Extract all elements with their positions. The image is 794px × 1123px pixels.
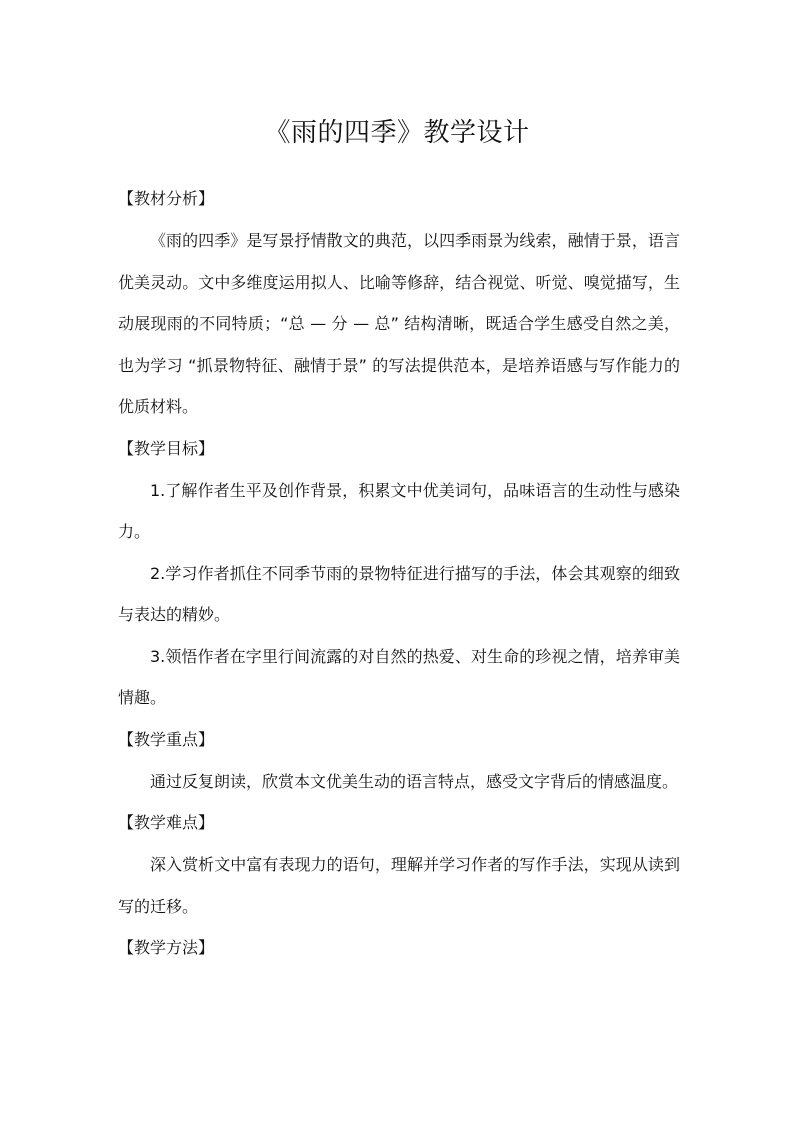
section-heading: 【教学重点】 bbox=[118, 729, 215, 749]
section-heading: 【教学目标】 bbox=[118, 438, 215, 458]
paragraph: 通过反复朗读，欣赏本文优美生动的语言特点，感受文字背后的情感温度。 bbox=[150, 771, 679, 791]
section-difficult-points bbox=[118, 802, 680, 927]
section-textbook-analysis bbox=[118, 178, 680, 428]
paragraph: 《雨的四季》是写景抒情散文的典范，以四季雨景为线索，融情于景，语言优美灵动。文中多维度运用拟人、比喻等修辞，结合视觉、听觉、嗅觉描写，生动展现雨的不同特质；“总 — 分 — 总” 结构清晰，既适合学生感受自然之美，也为学习 “抓景物特征、融情于景” 的写法提供范本，是培养语感与写作能力的优质材料。 bbox=[118, 231, 680, 416]
section-heading: 【教学难点】 bbox=[118, 813, 215, 832]
objective-item: 2.学习作者抓住不同季节雨的景物特征进行描写的手法，体会其观察的细致与表达的精妙。 bbox=[118, 563, 680, 624]
section-teaching-objectives bbox=[118, 428, 680, 719]
section-heading: 【教学方法】 bbox=[118, 938, 215, 957]
section-teaching-methods bbox=[118, 927, 680, 969]
paragraph: 深入赏析文中富有表现力的语句，理解并学习作者的写作手法，实现从读到写的迁移。 bbox=[118, 855, 680, 916]
section-heading: 【教材分析】 bbox=[118, 189, 215, 208]
objective-item: 1.了解作者生平及创作背景，积累文中优美词句，品味语言的生动性与感染力。 bbox=[118, 480, 680, 541]
document-body bbox=[118, 178, 680, 969]
section-key-points bbox=[118, 719, 680, 803]
document-title: 《雨的四季》教学设计 bbox=[264, 118, 530, 148]
objective-item: 3.领悟作者在字里行间流露的对自然的热爱、对生命的珍视之情，培养审美情趣。 bbox=[118, 646, 680, 707]
